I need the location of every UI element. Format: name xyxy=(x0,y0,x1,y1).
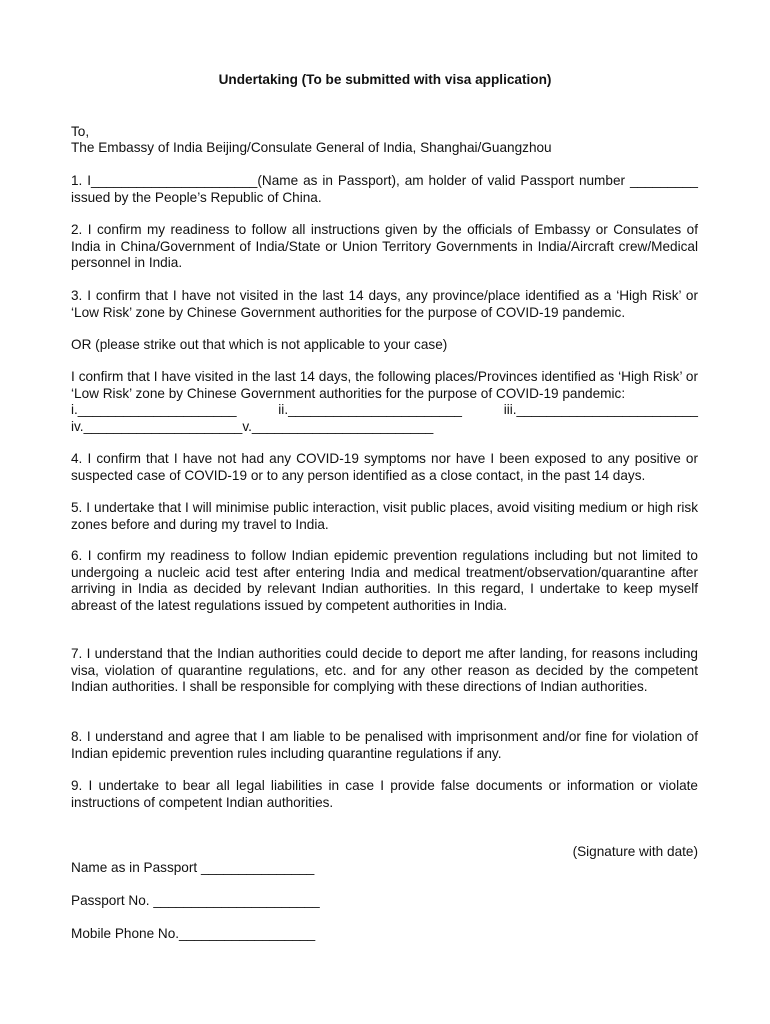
visited-places-statement: I confirm that I have visited in the last 14 days, the following places/Provinces identified as ‘High Risk’ or ‘Low Risk’ zone by Chinese Government authorities for the purpose of COVID-19 pandemic: xyxy=(71,369,698,401)
paragraph-9: 9. I undertake to bear all legal liabilities in case I provide false documents or information or violate instructions of competent Indian authorities. xyxy=(71,778,698,810)
name-as-in-passport-field: Name as in Passport _______________ xyxy=(71,860,315,875)
paragraph-8: 8. I understand and agree that I am liable to be penalised with imprisonment and/or fine for violation of Indian epidemic prevention rules including quarantine regulations if any. xyxy=(71,729,698,761)
place-ii-field: ii._______________________ xyxy=(278,402,462,417)
places-row-2: iv._____________________v.________________________ xyxy=(71,419,434,434)
paragraph-5: 5. I undertake that I will minimise public interaction, visit public places, avoid visiting medium or high risk zones before and during my travel to India. xyxy=(71,500,698,532)
place-iii-field: iii.________________________ xyxy=(503,402,698,417)
mobile-phone-field: Mobile Phone No.__________________ xyxy=(71,926,316,941)
document-title: Undertaking (To be submitted with visa application) xyxy=(218,72,552,87)
addressee: The Embassy of India Beijing/Consulate General of India, Shanghai/Guangzhou xyxy=(71,140,552,155)
paragraph-1: 1. I______________________(Name as in Passport), am holder of valid Passport number _________ issued by the People’s Republic of China. xyxy=(71,173,698,205)
place-i-field: i._____________________ xyxy=(71,402,237,417)
salutation: To, xyxy=(71,124,90,139)
or-note: OR (please strike out that which is not applicable to your case) xyxy=(71,337,448,352)
passport-number-field: Passport No. ______________________ xyxy=(71,893,320,908)
signature-label: (Signature with date) xyxy=(572,844,698,859)
paragraph-7: 7. I understand that the Indian authorities could decide to deport me after landing, for reasons including visa, violation of quarantine regulations, etc. and for any other reason as decided by the competent Indian authorities. I shall be responsible for complying with these directions of Indian authorities. xyxy=(71,646,698,694)
paragraph-6: 6. I confirm my readiness to follow Indian epidemic prevention regulations including but not limited to undergoing a nucleic acid test after entering India and medical treatment/observation/quarantine after arriving in India as decided by relevant Indian authorities. In this regard, I undertake to keep myself abreast of the latest regulations issued by competent authorities in India. xyxy=(71,548,698,613)
places-row-1 xyxy=(71,402,698,419)
paragraph-3: 3. I confirm that I have not visited in the last 14 days, any province/place identified as a ‘High Risk’ or ‘Low Risk’ zone by Chinese Government authorities for the purpose of COVID-19 pandemic. xyxy=(71,288,698,320)
paragraph-4: 4. I confirm that I have not had any COVID-19 symptoms nor have I been exposed to any positive or suspected case of COVID-19 or to any person identified as a close contact, in the past 14 days. xyxy=(71,451,698,483)
paragraph-2: 2. I confirm my readiness to follow all instructions given by the officials of Embassy or Consulates of India in China/Government of India/State or Union Territory Governments in India/Aircraft crew/Medical personnel in India. xyxy=(71,222,698,270)
